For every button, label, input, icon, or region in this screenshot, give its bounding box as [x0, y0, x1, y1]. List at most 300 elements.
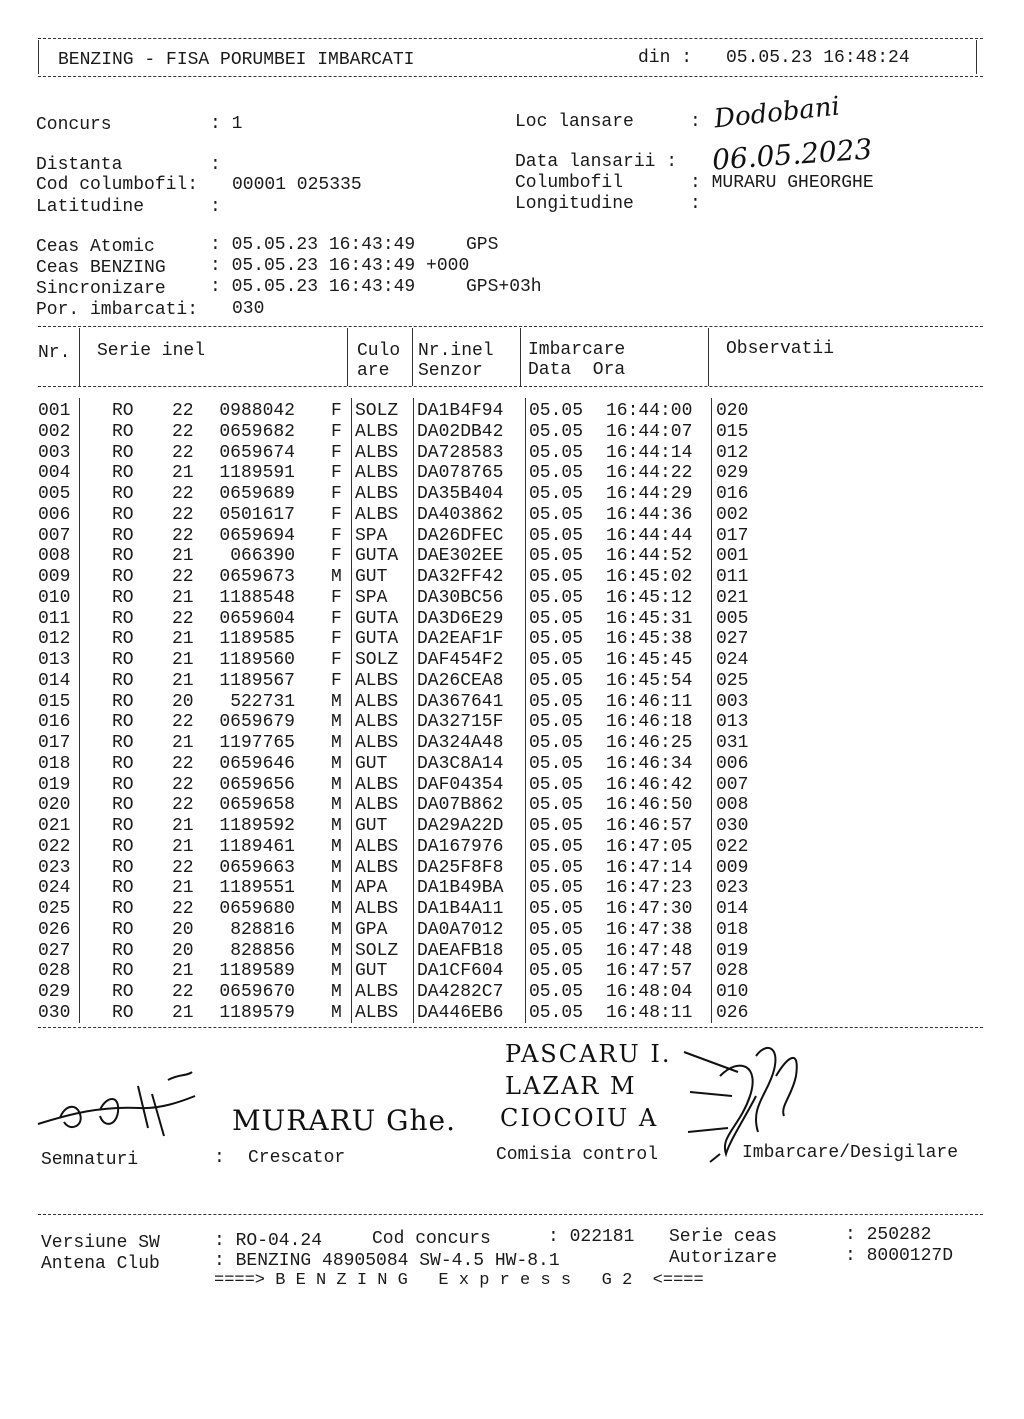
- row-sex: M: [331, 857, 342, 878]
- row-observation: 003: [716, 691, 749, 712]
- row-sensor-id: DA3C8A14: [417, 753, 504, 774]
- row-time: 16:46:50: [606, 795, 693, 816]
- row-ring-number: 0659694: [219, 525, 295, 546]
- row-sex: F: [331, 401, 342, 421]
- row-time: 16:45:31: [606, 608, 693, 629]
- row-time: 16:46:18: [606, 712, 693, 733]
- row-sensor-id: DAF04354: [417, 774, 504, 795]
- row-observation: 008: [716, 795, 749, 816]
- row-nr: 005: [38, 484, 71, 504]
- row-sensor-id: DA4282C7: [417, 982, 504, 1002]
- row-observation: 031: [716, 733, 749, 753]
- row-date: 05.05: [529, 546, 584, 567]
- cod-concurs-label: Cod concurs: [372, 1229, 491, 1249]
- row-sensor-id: DA728583: [417, 442, 504, 463]
- sincronizare-label: Sincronizare: [36, 279, 166, 299]
- row-nr: 020: [38, 795, 71, 816]
- row-time: 16:44:00: [606, 401, 693, 421]
- sincronizare-value: : 05.05.23 16:43:49: [210, 277, 416, 297]
- row-color: GPA: [355, 919, 388, 940]
- table-row: [0, 899, 1024, 920]
- row-date: 05.05: [529, 463, 584, 484]
- row-observation: 006: [716, 753, 749, 774]
- row-observation: 019: [716, 940, 749, 961]
- row-color: GUTA: [355, 546, 399, 567]
- row-ring-number: 828856: [230, 940, 295, 961]
- crescator-label: Crescator: [248, 1148, 346, 1168]
- row-nr: 009: [38, 567, 71, 587]
- row-sex: F: [331, 587, 342, 608]
- row-observation: 001: [716, 546, 749, 567]
- row-sex: F: [331, 546, 342, 567]
- din-label: din :: [638, 48, 693, 68]
- row-country: RO: [112, 670, 134, 691]
- col-header-imbarcare-1: Imbarcare: [528, 340, 626, 360]
- row-date: 05.05: [529, 691, 584, 712]
- row-nr: 010: [38, 587, 71, 608]
- row-time: 16:47:23: [606, 878, 693, 899]
- col-header-imbarcare-2: Data Ora: [528, 360, 626, 380]
- row-nr: 012: [38, 629, 71, 650]
- row-year: 21: [172, 878, 194, 899]
- row-year: 21: [172, 961, 194, 982]
- row-country: RO: [112, 961, 134, 982]
- row-ring-number: 0501617: [219, 504, 295, 525]
- table-row: [0, 733, 1024, 754]
- row-observation: 024: [716, 650, 749, 670]
- row-nr: 030: [38, 1002, 71, 1023]
- row-color: ALBS: [355, 670, 399, 691]
- row-year: 21: [172, 546, 194, 567]
- col-sep-imbarcare-header: [708, 328, 709, 386]
- row-observation: 012: [716, 442, 749, 463]
- row-sex: F: [331, 504, 342, 525]
- row-sensor-id: DA32FF42: [417, 567, 504, 587]
- row-country: RO: [112, 795, 134, 816]
- table-row: [0, 567, 1024, 588]
- row-color: APA: [355, 878, 388, 899]
- row-sex: M: [331, 1002, 342, 1023]
- row-sensor-id: DA1B4F94: [417, 401, 504, 421]
- row-time: 16:44:22: [606, 463, 693, 484]
- header-top-rule: [38, 38, 983, 39]
- row-time: 16:44:36: [606, 504, 693, 525]
- row-date: 05.05: [529, 1002, 584, 1023]
- comisia-member-2: LAZAR M: [505, 1072, 637, 1100]
- row-country: RO: [112, 982, 134, 1002]
- row-color: ALBS: [355, 712, 399, 733]
- row-country: RO: [112, 629, 134, 650]
- row-country: RO: [112, 919, 134, 940]
- row-nr: 022: [38, 836, 71, 857]
- row-country: RO: [112, 899, 134, 919]
- data-lansarii-handwritten: 06.05.2023: [711, 132, 874, 177]
- table-row: [0, 443, 1024, 464]
- row-time: 16:45:02: [606, 567, 693, 587]
- row-nr: 019: [38, 774, 71, 795]
- crescator-signature: MURARU Ghe.: [232, 1104, 457, 1137]
- row-ring-number: 522731: [230, 691, 295, 712]
- row-sex: M: [331, 961, 342, 982]
- antena-club-label: Antena Club: [41, 1254, 160, 1274]
- row-observation: 018: [716, 919, 749, 940]
- table-row: [0, 692, 1024, 713]
- row-ring-number: 0659689: [219, 484, 295, 504]
- table-row: [0, 858, 1024, 879]
- row-date: 05.05: [529, 712, 584, 733]
- cod-concurs-value: : 022181: [548, 1227, 635, 1247]
- row-color: SOLZ: [355, 650, 399, 670]
- row-sensor-id: DA1B49BA: [417, 878, 504, 899]
- row-country: RO: [112, 608, 134, 629]
- sincronizare-suffix: GPS+03h: [466, 277, 542, 297]
- col-sep-serie-header: [347, 328, 348, 386]
- versiune-sw-label: Versiune SW: [41, 1233, 160, 1253]
- row-color: ALBS: [355, 982, 399, 1002]
- loc-lansare-label: Loc lansare: [515, 112, 634, 132]
- row-date: 05.05: [529, 670, 584, 691]
- row-sex: M: [331, 774, 342, 795]
- row-year: 22: [172, 857, 194, 878]
- row-country: RO: [112, 857, 134, 878]
- row-nr: 016: [38, 712, 71, 733]
- row-sensor-id: DA02DB42: [417, 421, 504, 442]
- row-observation: 027: [716, 629, 749, 650]
- row-observation: 020: [716, 401, 749, 421]
- table-bottom-rule: [38, 1027, 983, 1028]
- row-country: RO: [112, 650, 134, 670]
- row-ring-number: 1197765: [219, 733, 295, 753]
- col-header-culoare-2: are: [357, 361, 390, 381]
- row-sensor-id: DA25F8F8: [417, 857, 504, 878]
- row-time: 16:46:11: [606, 691, 693, 712]
- row-nr: 007: [38, 525, 71, 546]
- row-observation: 002: [716, 504, 749, 525]
- row-time: 16:45:12: [606, 587, 693, 608]
- row-date: 05.05: [529, 816, 584, 836]
- row-country: RO: [112, 712, 134, 733]
- row-country: RO: [112, 484, 134, 504]
- table-row: [0, 671, 1024, 692]
- row-observation: 025: [716, 670, 749, 691]
- row-date: 05.05: [529, 940, 584, 961]
- row-time: 16:47:48: [606, 940, 693, 961]
- row-year: 22: [172, 421, 194, 442]
- row-country: RO: [112, 442, 134, 463]
- row-time: 16:44:07: [606, 421, 693, 442]
- versiune-sw-value: : RO-04.24: [214, 1231, 323, 1251]
- row-color: GUT: [355, 753, 388, 774]
- row-nr: 014: [38, 670, 71, 691]
- row-date: 05.05: [529, 504, 584, 525]
- row-sex: F: [331, 650, 342, 670]
- row-sex: M: [331, 836, 342, 857]
- table-row: [0, 588, 1024, 609]
- row-nr: 023: [38, 857, 71, 878]
- row-year: 22: [172, 795, 194, 816]
- row-time: 16:47:05: [606, 836, 693, 857]
- ceas-benzing-label: Ceas BENZING: [36, 258, 166, 278]
- row-date: 05.05: [529, 753, 584, 774]
- ceas-atomic-value: : 05.05.23 16:43:49: [210, 235, 416, 255]
- row-ring-number: 1189585: [219, 629, 295, 650]
- row-sensor-id: DA1CF604: [417, 961, 504, 982]
- row-sex: M: [331, 733, 342, 753]
- distanta-label: Distanta: [36, 155, 123, 175]
- row-country: RO: [112, 816, 134, 836]
- row-color: ALBS: [355, 463, 399, 484]
- row-sex: M: [331, 940, 342, 961]
- row-year: 21: [172, 587, 194, 608]
- autorizare-value: : 8000127D: [845, 1246, 954, 1266]
- row-color: SOLZ: [355, 401, 399, 421]
- table-row: [0, 961, 1024, 982]
- ceas-atomic-label: Ceas Atomic: [36, 237, 155, 257]
- footer-top-rule: [38, 1214, 983, 1215]
- row-observation: 010: [716, 982, 749, 1002]
- row-country: RO: [112, 421, 134, 442]
- row-time: 16:46:42: [606, 774, 693, 795]
- row-sex: F: [331, 421, 342, 442]
- row-ring-number: 0988042: [219, 401, 295, 421]
- row-color: SOLZ: [355, 940, 399, 961]
- row-ring-number: 1189551: [219, 878, 295, 899]
- row-date: 05.05: [529, 421, 584, 442]
- row-sex: M: [331, 691, 342, 712]
- row-time: 16:44:29: [606, 484, 693, 504]
- row-ring-number: 066390: [230, 546, 295, 567]
- row-date: 05.05: [529, 774, 584, 795]
- row-ring-number: 0659682: [219, 421, 295, 442]
- row-date: 05.05: [529, 587, 584, 608]
- row-country: RO: [112, 504, 134, 525]
- semnaturi-label: Semnaturi: [41, 1150, 139, 1170]
- row-ring-number: 0659673: [219, 567, 295, 587]
- row-year: 20: [172, 691, 194, 712]
- row-ring-number: 828816: [230, 919, 295, 940]
- row-ring-number: 0659656: [219, 774, 295, 795]
- row-sensor-id: DA2EAF1F: [417, 629, 504, 650]
- concurs-value: : 1: [210, 114, 243, 134]
- row-time: 16:46:25: [606, 733, 693, 753]
- row-year: 21: [172, 816, 194, 836]
- row-ring-number: 0659680: [219, 899, 295, 919]
- row-year: 21: [172, 463, 194, 484]
- table-row: [0, 401, 1024, 422]
- longitudine-label: Longitudine: [515, 194, 634, 214]
- comisia-member-1: PASCARU I.: [505, 1040, 672, 1068]
- col-header-nr-inel-1: Nr.inel: [418, 341, 494, 361]
- row-color: GUT: [355, 567, 388, 587]
- row-observation: 013: [716, 712, 749, 733]
- row-country: RO: [112, 567, 134, 587]
- row-time: 16:46:57: [606, 816, 693, 836]
- table-row: [0, 941, 1024, 962]
- row-observation: 014: [716, 899, 749, 919]
- table-row: [0, 484, 1024, 505]
- row-nr: 027: [38, 940, 71, 961]
- row-ring-number: 0659674: [219, 442, 295, 463]
- row-sensor-id: DA26CEA8: [417, 670, 504, 691]
- row-year: 22: [172, 525, 194, 546]
- columbofil-value: : MURARU GHEORGHE: [690, 173, 874, 193]
- imbarcare-desigilare-label: Imbarcare/Desigilare: [742, 1143, 959, 1163]
- row-color: GUT: [355, 816, 388, 836]
- row-date: 05.05: [529, 961, 584, 982]
- row-color: ALBS: [355, 857, 399, 878]
- row-sensor-id: DA446EB6: [417, 1002, 504, 1023]
- din-timestamp: 05.05.23 16:48:24: [726, 48, 910, 68]
- table-row: [0, 1003, 1024, 1024]
- col-header-nr-inel-2: Senzor: [418, 361, 483, 381]
- semnaturi-colon: :: [214, 1148, 225, 1168]
- row-year: 22: [172, 899, 194, 919]
- row-country: RO: [112, 463, 134, 484]
- row-time: 16:47:14: [606, 857, 693, 878]
- latitudine-label: Latitudine: [36, 197, 145, 217]
- row-observation: 028: [716, 961, 749, 982]
- row-date: 05.05: [529, 484, 584, 504]
- row-observation: 029: [716, 463, 749, 484]
- row-time: 16:44:44: [606, 525, 693, 546]
- row-sensor-id: DA29A22D: [417, 816, 504, 836]
- col-header-culoare-1: Culo: [357, 341, 401, 361]
- row-year: 21: [172, 836, 194, 857]
- row-sensor-id: DA32715F: [417, 712, 504, 733]
- row-sensor-id: DA30BC56: [417, 587, 504, 608]
- concurs-label: Concurs: [36, 115, 112, 135]
- row-year: 22: [172, 774, 194, 795]
- row-observation: 023: [716, 878, 749, 899]
- row-date: 05.05: [529, 878, 584, 899]
- row-date: 05.05: [529, 567, 584, 587]
- row-year: 21: [172, 650, 194, 670]
- row-time: 16:47:57: [606, 961, 693, 982]
- row-observation: 011: [716, 567, 749, 587]
- row-observation: 030: [716, 816, 749, 836]
- header-right-border: [976, 40, 977, 74]
- distanta-value: :: [210, 155, 221, 175]
- row-nr: 006: [38, 504, 71, 525]
- row-time: 16:46:34: [606, 753, 693, 774]
- row-year: 21: [172, 733, 194, 753]
- row-time: 16:45:45: [606, 650, 693, 670]
- table-row: [0, 712, 1024, 733]
- row-year: 22: [172, 442, 194, 463]
- row-sex: F: [331, 629, 342, 650]
- row-country: RO: [112, 401, 134, 421]
- loc-lansare-handwritten: Dodobani: [712, 91, 842, 135]
- row-ring-number: 1189567: [219, 670, 295, 691]
- row-time: 16:47:38: [606, 919, 693, 940]
- row-color: ALBS: [355, 774, 399, 795]
- header-left-border: [38, 40, 39, 74]
- row-sex: M: [331, 712, 342, 733]
- row-nr: 003: [38, 442, 71, 463]
- row-year: 20: [172, 940, 194, 961]
- row-color: GUTA: [355, 629, 399, 650]
- row-sensor-id: DA367641: [417, 691, 504, 712]
- row-year: 22: [172, 608, 194, 629]
- longitudine-value: :: [690, 194, 701, 214]
- row-time: 16:45:38: [606, 629, 693, 650]
- row-date: 05.05: [529, 857, 584, 878]
- row-sensor-id: DA35B404: [417, 484, 504, 504]
- row-color: ALBS: [355, 795, 399, 816]
- row-nr: 015: [38, 691, 71, 712]
- row-time: 16:47:30: [606, 899, 693, 919]
- row-country: RO: [112, 1002, 134, 1023]
- row-sensor-id: DA07B862: [417, 795, 504, 816]
- porumbei-imbarcati-value: 030: [232, 299, 265, 319]
- row-country: RO: [112, 733, 134, 753]
- row-ring-number: 0659670: [219, 982, 295, 1002]
- row-year: 22: [172, 982, 194, 1002]
- table-row: [0, 920, 1024, 941]
- row-sex: M: [331, 878, 342, 899]
- row-ring-number: 1189591: [219, 463, 295, 484]
- row-sex: F: [331, 608, 342, 629]
- table-row: [0, 505, 1024, 526]
- table-header-top-rule: [38, 326, 983, 327]
- row-color: ALBS: [355, 836, 399, 857]
- row-time: 16:44:14: [606, 442, 693, 463]
- data-lansarii-label: Data lansarii :: [515, 152, 678, 172]
- row-year: 21: [172, 1002, 194, 1023]
- row-sex: M: [331, 919, 342, 940]
- serie-ceas-value: : 250282: [845, 1225, 932, 1245]
- row-ring-number: 1189560: [219, 650, 295, 670]
- row-nr: 018: [38, 753, 71, 774]
- row-observation: 016: [716, 484, 749, 504]
- row-sex: M: [331, 816, 342, 836]
- row-date: 05.05: [529, 919, 584, 940]
- row-nr: 017: [38, 733, 71, 753]
- cod-columbofil-value: 00001 025335: [232, 175, 362, 195]
- row-date: 05.05: [529, 608, 584, 629]
- row-ring-number: 1188548: [219, 587, 295, 608]
- row-nr: 028: [38, 961, 71, 982]
- row-sex: F: [331, 525, 342, 546]
- row-color: SPA: [355, 525, 388, 546]
- row-year: 22: [172, 504, 194, 525]
- comisia-control-label: Comisia control: [496, 1145, 659, 1165]
- row-ring-number: 0659646: [219, 753, 295, 774]
- row-observation: 007: [716, 774, 749, 795]
- col-sep-culoare-header: [412, 328, 413, 386]
- row-sensor-id: DAF454F2: [417, 650, 504, 670]
- row-color: GUTA: [355, 608, 399, 629]
- row-date: 05.05: [529, 401, 584, 421]
- row-sensor-id: DA0A7012: [417, 919, 504, 940]
- row-ring-number: 1189589: [219, 961, 295, 982]
- row-ring-number: 0659658: [219, 795, 295, 816]
- row-sensor-id: DA403862: [417, 504, 504, 525]
- row-date: 05.05: [529, 525, 584, 546]
- row-ring-number: 0659663: [219, 857, 295, 878]
- comisia-member-3: CIOCOIU A: [500, 1104, 659, 1132]
- table-row: [0, 463, 1024, 484]
- row-observation: 026: [716, 1002, 749, 1023]
- row-ring-number: 1189579: [219, 1002, 295, 1023]
- table-row: [0, 816, 1024, 837]
- autorizare-label: Autorizare: [669, 1248, 778, 1268]
- row-ring-number: 0659679: [219, 712, 295, 733]
- row-year: 22: [172, 567, 194, 587]
- row-sensor-id: DAE302EE: [417, 546, 504, 567]
- row-date: 05.05: [529, 795, 584, 816]
- row-observation: 009: [716, 857, 749, 878]
